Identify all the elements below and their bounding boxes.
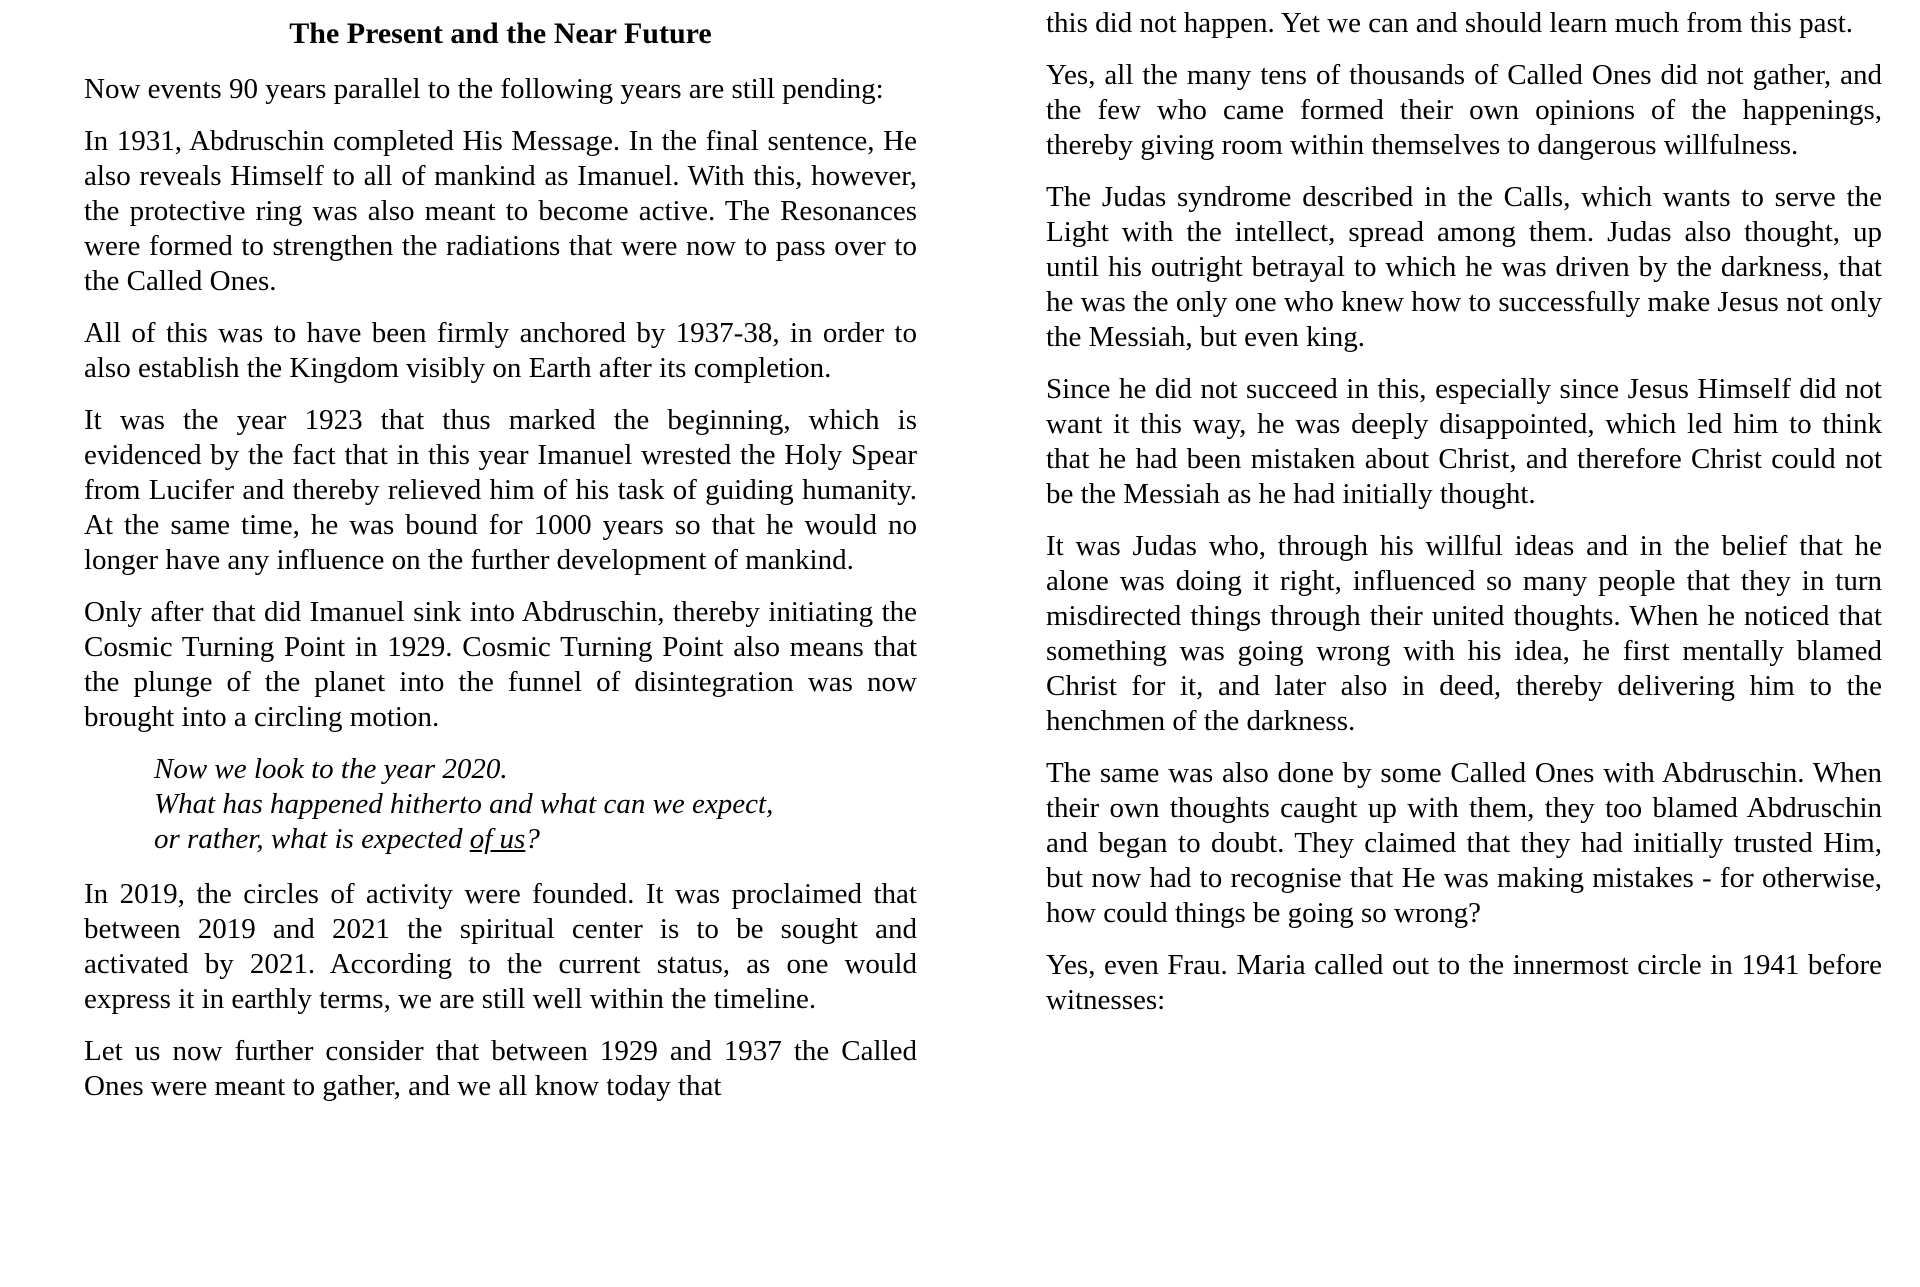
paragraph: Since he did not succeed in this, especially since Jesus Himself did not want it this way, he was deeply disappointed, which led him to think that he had been mistaken about Christ, and therefore Christ could not be the Messiah as he had initially thought. — [1046, 373, 1882, 510]
italic-quote-block — [154, 752, 917, 857]
paragraph: Yes, all the many tens of thousands of Called Ones did not gather, and the few who came formed their own opinions of the happenings, thereby giving room within themselves to dangerous willfulness. — [1046, 59, 1882, 161]
paragraph: Only after that did Imanuel sink into Abdruschin, thereby initiating the Cosmic Turning Point in 1929. Cosmic Turning Point also means that the plunge of the planet into the funnel of disintegration was now brought into a circling motion. — [84, 596, 917, 733]
quote-line: What has happened hitherto and what can we expect, — [154, 788, 774, 820]
quote-line-suffix: ? — [525, 823, 540, 855]
paragraph: Now events 90 years parallel to the following years are still pending: — [84, 73, 884, 105]
paragraph: All of this was to have been firmly anchored by 1937-38, in order to also establish the Kingdom visibly on Earth after its completion. — [84, 317, 917, 384]
paragraph: The Judas syndrome described in the Calls, which wants to serve the Light with the intellect, spread among them. Judas also thought, up until his outright betrayal to which he was driven by the darkness, that he was the only one who knew how to successfully make Jesus not only the Messiah, but even king. — [1046, 181, 1882, 353]
paragraph: It was the year 1923 that thus marked the beginning, which is evidenced by the fact that in this year Imanuel wrested the Holy Spear from Lucifer and thereby relieved him of his task of guiding humanity. At the same time, he was bound for 1000 years so that he would no longer have any influence on the further development of mankind. — [84, 404, 917, 576]
paragraph: Let us now further consider that between 1929 and 1937 the Called Ones were meant to gather, and we all know today that — [84, 1035, 917, 1102]
quote-underlined-phrase: of us — [469, 823, 526, 855]
quote-line: Now we look to the year 2020. — [154, 753, 508, 785]
quote-line-prefix: or rather, what is expected — [154, 823, 470, 855]
paragraph: this did not happen. Yet we can and should learn much from this past. — [1046, 7, 1854, 39]
paragraph: The same was also done by some Called Ones with Abdruschin. When their own thoughts caught up with them, they too blamed Abdruschin and began to doubt. They claimed that they had initially trusted Him, but now had to recognise that He was making mistakes - for otherwise, how could things be going so wrong? — [1046, 757, 1882, 929]
paragraph: Yes, even Frau. Maria called out to the innermost circle in 1941 before witnesses: — [1046, 949, 1882, 1016]
paragraph: It was Judas who, through his willful ideas and in the belief that he alone was doing it right, influenced so many people that they in turn misdirected things through their united thoughts. When he noticed that something was going wrong with his idea, he first mentally blamed Christ for it, and later also in deed, thereby delivering him to the henchmen of the darkness. — [1046, 530, 1882, 737]
right-page-column — [1046, 6, 1882, 1018]
quote-line — [154, 822, 917, 857]
paragraph: In 2019, the circles of activity were founded. It was proclaimed that between 2019 and 2021 the spiritual center is to be sought and activated by 2021. According to the current status, as one would express it in earthly terms, we are still well within the timeline. — [84, 878, 917, 1015]
page-title: The Present and the Near Future — [289, 17, 712, 50]
left-page-column — [84, 16, 917, 1104]
paragraph: In 1931, Abdruschin completed His Message. In the final sentence, He also reveals Himself to all of mankind as Imanuel. With this, however, the protective ring was also meant to become active. The Resonances were formed to strengthen the radiations that were now to pass over to the Called Ones. — [84, 125, 917, 297]
